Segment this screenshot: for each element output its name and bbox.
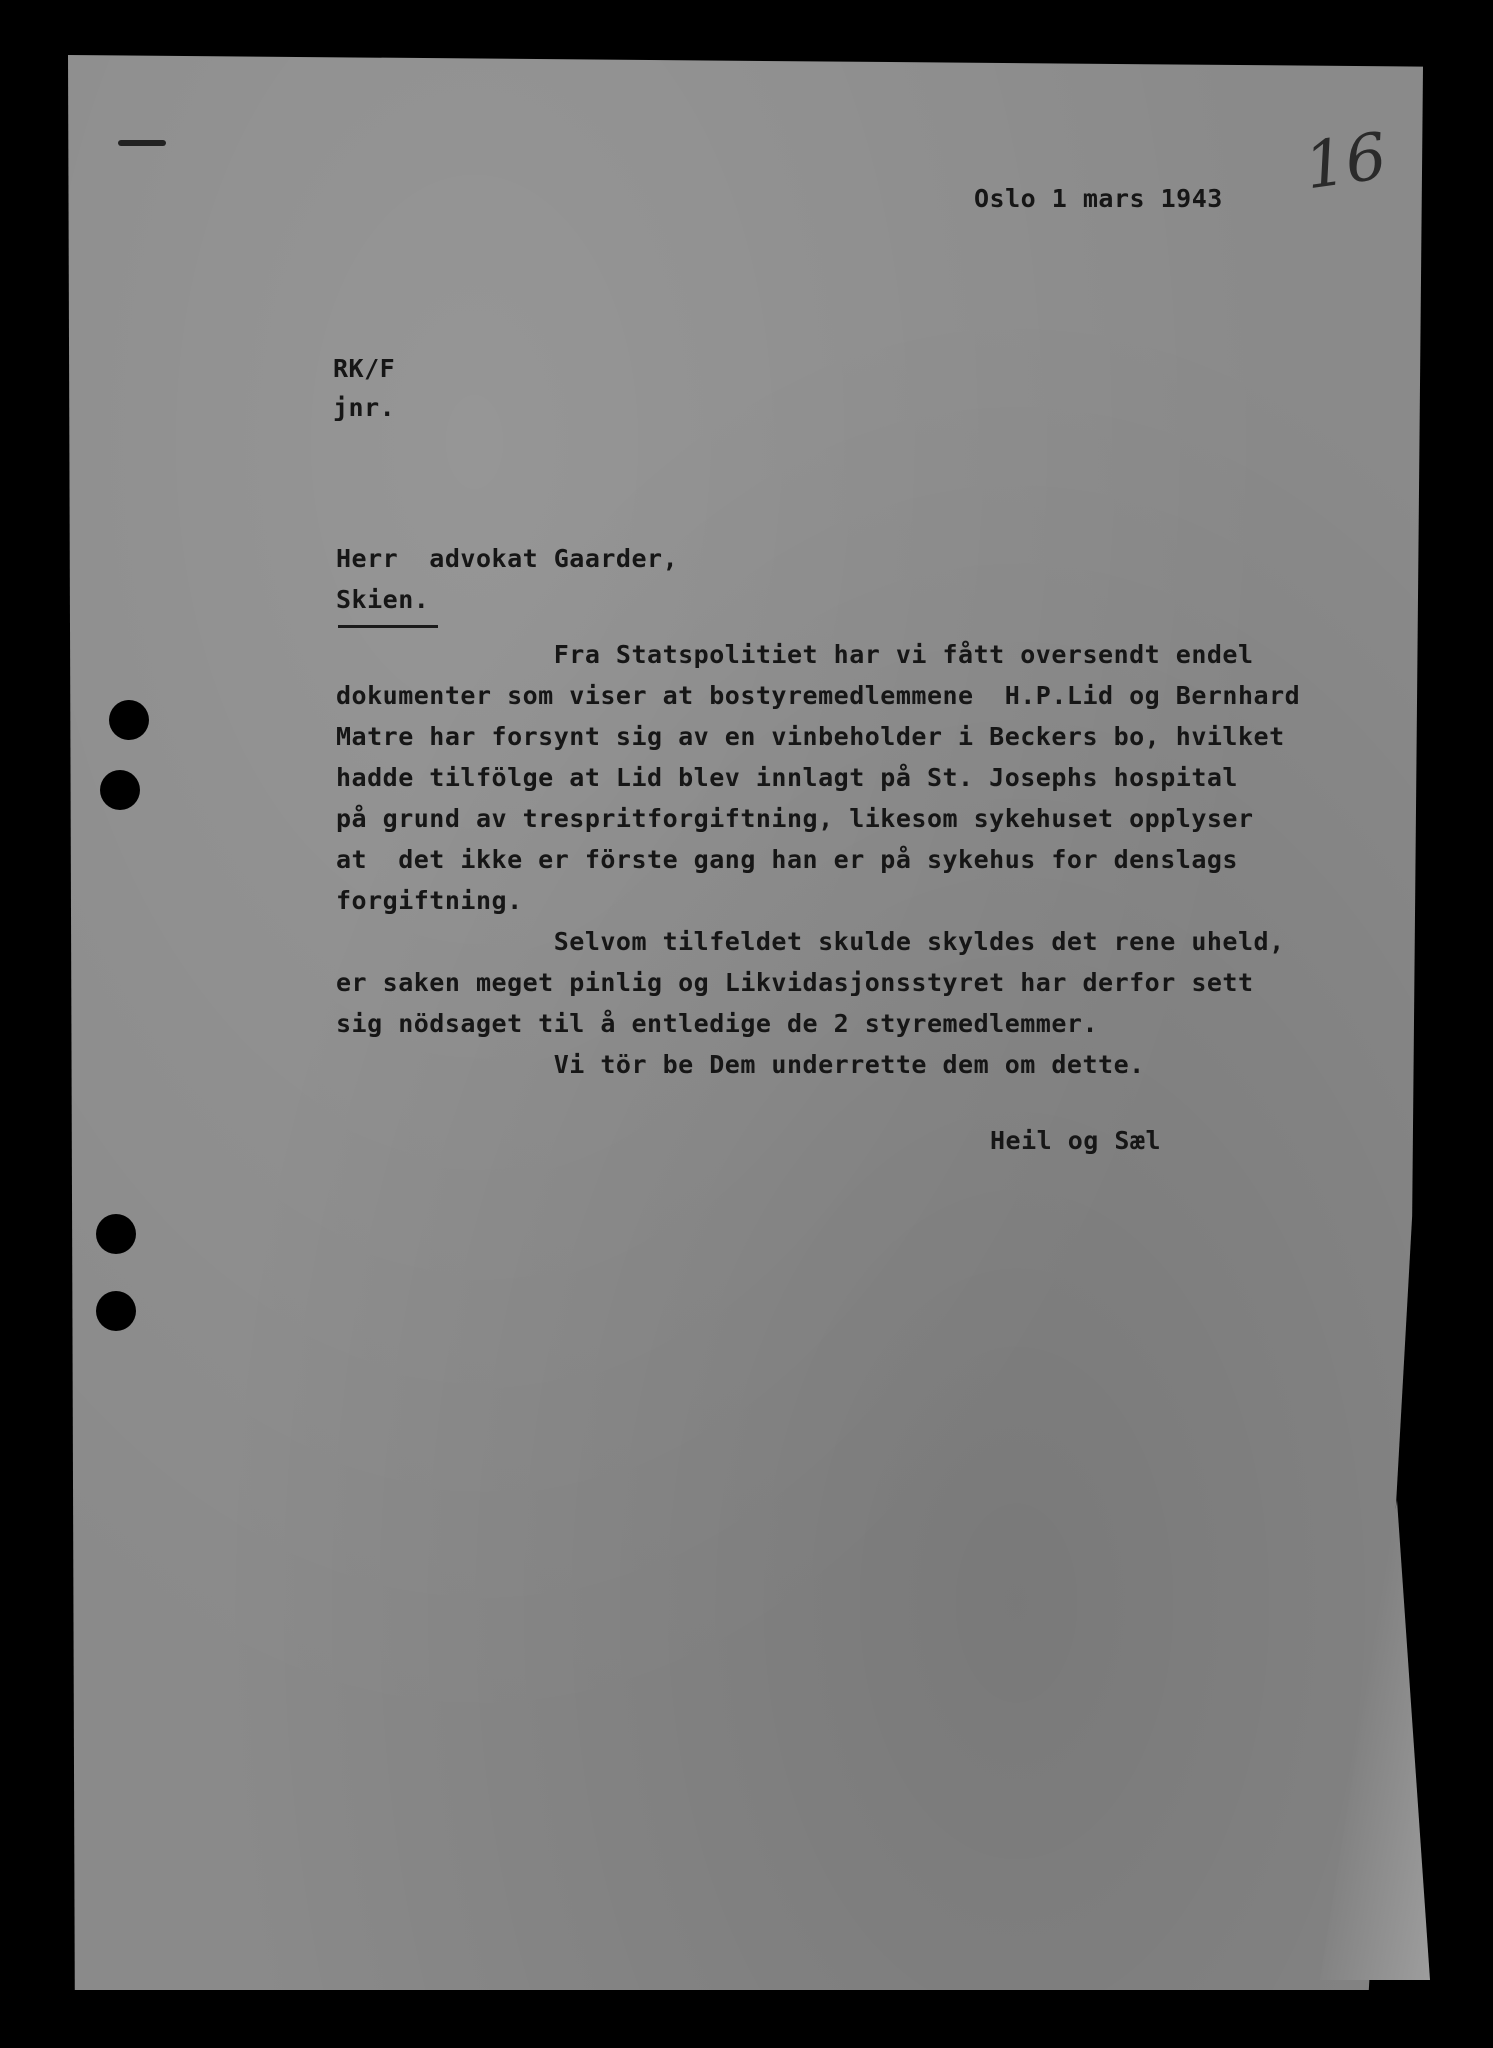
page-number: 16: [1300, 119, 1392, 205]
body-line: hadde tilfölge at Lid blev innlagt på St. Josephs hospital: [336, 763, 1238, 792]
journal-line: jnr.: [333, 393, 396, 422]
recipient-name: Herr advokat Gaarder,: [336, 544, 679, 573]
body-line: sig nödsaget til å entledige de 2 styremedlemmer.: [336, 1009, 1099, 1038]
recipient-city: Skien.: [336, 585, 430, 614]
body-line: Fra Statspolitiet har vi fått oversendt endel: [336, 640, 1254, 669]
city-underline: [338, 625, 438, 628]
body-line: forgiftning.: [336, 886, 523, 915]
date-line: Oslo 1 mars 1943: [974, 184, 1223, 213]
body-line: dokumenter som viser at bostyremedlemmene H.P.Lid og Bernhard: [336, 681, 1301, 710]
body-line: Selvom tilfeldet skulde skyldes det rene uheld,: [336, 927, 1285, 956]
reference-line: RK/F: [333, 354, 396, 383]
closing-salutation: Heil og Sæl: [990, 1126, 1162, 1155]
pen-mark: [118, 140, 166, 146]
punch-hole: [109, 700, 149, 740]
punch-hole: [100, 770, 140, 810]
body-line: Matre har forsynt sig av en vinbeholder i Beckers bo, hvilket: [336, 722, 1285, 751]
punch-hole: [96, 1214, 136, 1254]
body-line: at det ikke er förste gang han er på sykehus for denslags: [336, 845, 1238, 874]
body-line: på grund av trespritforgiftning, likesom sykehuset opplyser: [336, 804, 1254, 833]
body-line: er saken meget pinlig og Likvidasjonsstyret har derfor sett: [336, 968, 1254, 997]
body-line: Vi tör be Dem underrette dem om dette.: [336, 1050, 1145, 1079]
punch-hole: [96, 1291, 136, 1331]
